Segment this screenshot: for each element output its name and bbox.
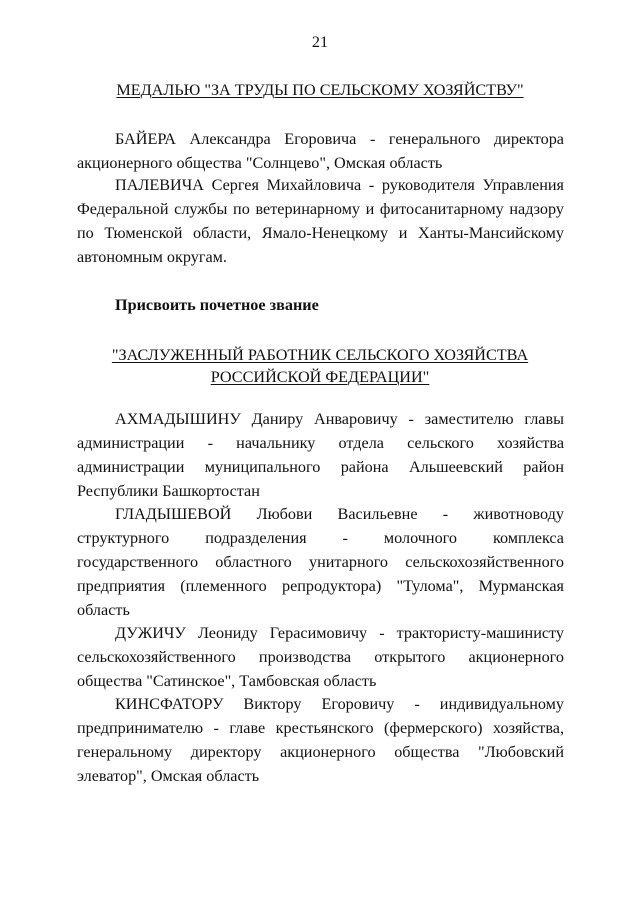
entry-line: предпринимателю - главе крестьянского (фермерского) хозяйства, bbox=[77, 719, 564, 737]
award-entry bbox=[77, 692, 564, 788]
entry-line: генеральному директору акционерного общества "Любовский bbox=[77, 743, 564, 761]
award-heading-title-line2: РОССИЙСКОЙ ФЕДЕРАЦИИ" bbox=[210, 368, 430, 386]
entry-line: сельскохозяйственного производства открытого акционерного bbox=[77, 648, 564, 666]
page-number: 21 bbox=[311, 33, 329, 51]
entry-line: элеватор", Омская область bbox=[77, 767, 260, 785]
entry-line: ГЛАДЫШЕВОЙ Любови Васильевне - животноводу bbox=[115, 505, 564, 523]
entry-line: администрации муниципального района Альшеевский район bbox=[77, 458, 564, 476]
entry-line: по Тюменской области, Ямало-Ненецкому и Ханты-Мансийскому bbox=[77, 224, 564, 242]
award-heading-title-line1: "ЗАСЛУЖЕННЫЙ РАБОТНИК СЕЛЬСКОГО ХОЗЯЙСТВА bbox=[111, 346, 529, 364]
award-entry bbox=[77, 127, 564, 175]
entry-line: КИНСФАТОРУ Виктору Егоровичу - индивидуальному bbox=[115, 695, 564, 713]
award-entry bbox=[77, 621, 564, 693]
assign-title: Присвоить почетное звание bbox=[115, 296, 319, 314]
entry-line: предприятия (племенного репродуктора) "Тулома", Мурманская bbox=[77, 577, 564, 595]
entry-line: общества "Сатинское", Тамбовская область bbox=[77, 672, 377, 690]
entry-line: акционерного общества "Солнцево", Омская область bbox=[77, 154, 443, 172]
entry-line: структурного подразделения - молочного комплекса bbox=[77, 529, 564, 547]
entry-line: БАЙЕРА Александра Егоровича - генерального директора bbox=[115, 130, 564, 148]
entry-line: администрации - начальнику отдела сельского хозяйства bbox=[77, 434, 564, 452]
entry-line: Федеральной службы по ветеринарному и фитосанитарному надзору bbox=[77, 200, 564, 218]
entry-line: область bbox=[77, 601, 130, 619]
entry-line: автономным округам. bbox=[77, 248, 227, 266]
entry-line: Республики Башкортостан bbox=[77, 482, 260, 500]
award-entry bbox=[77, 173, 564, 269]
award-entry bbox=[77, 407, 564, 503]
award-entry bbox=[77, 502, 564, 622]
entry-line: ПАЛЕВИЧА Сергея Михайловича - руководителя Управления bbox=[115, 176, 564, 194]
award-heading-medal: МЕДАЛЬЮ "ЗА ТРУДЫ ПО СЕЛЬСКОМУ ХОЗЯЙСТВУ" bbox=[116, 81, 524, 99]
entry-line: АХМАДЫШИНУ Даниру Анваровичу - заместителю главы bbox=[115, 410, 564, 428]
entry-line: ДУЖИЧУ Леониду Герасимовичу - трактористу-машинисту bbox=[115, 624, 564, 642]
entry-line: государственного областного унитарного сельскохозяйственного bbox=[77, 553, 564, 571]
